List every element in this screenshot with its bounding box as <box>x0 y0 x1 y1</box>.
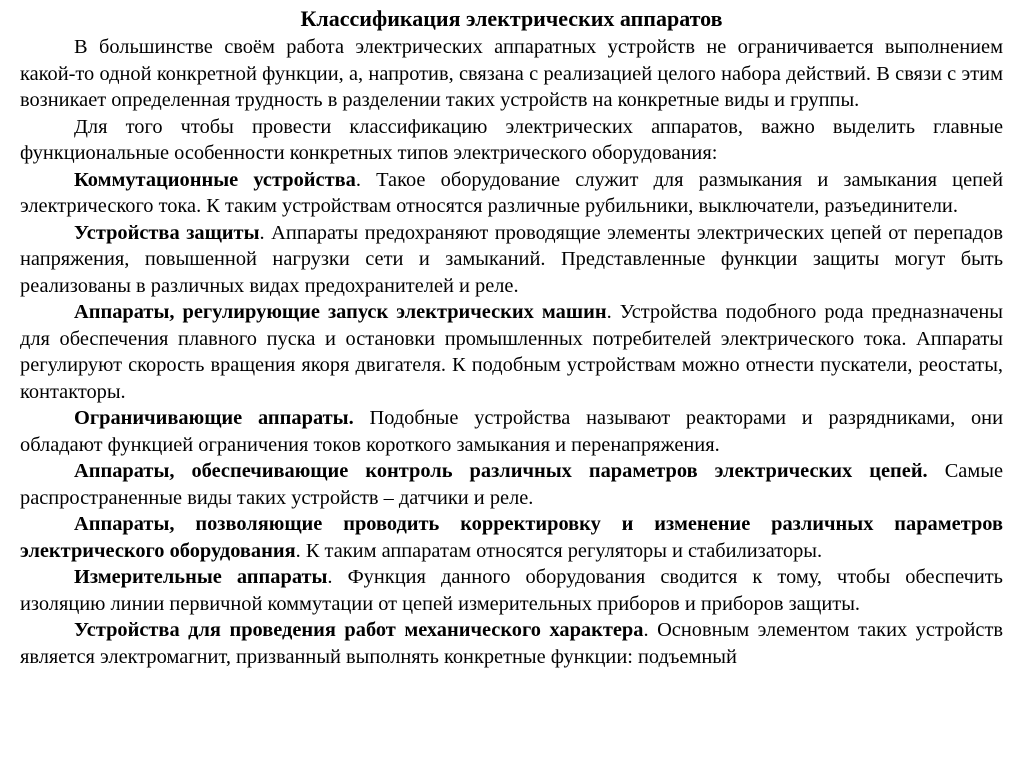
paragraph-heading: Измерительные аппараты <box>74 566 328 588</box>
paragraph-protection-devices <box>20 220 1003 300</box>
paragraph-intro <box>20 34 1003 114</box>
paragraph-heading: Коммутационные устройства <box>74 168 356 191</box>
paragraph-text: . Такое оборудование служит для размыкания и замыкания цепей электрического тока. К таким устройствам относятся различные рубильники, выключатели, разъединители. <box>20 168 1003 217</box>
paragraph-limiting-devices <box>20 405 1003 458</box>
paragraph-text: Для того чтобы провести классификацию электрических аппаратов, важно выделить главные функциональные особенности конкретных типов электрического оборудования: <box>20 115 1003 164</box>
paragraph-heading: Ограничивающие аппараты. <box>74 407 354 429</box>
paragraph-text: . Устройства подобного рода предназначены для обеспечения плавного пуска и остановки промышленных потребителей электрического тока. Аппараты регулируют скорость вращения якоря двигателя. К подобным устройствам можно отнести пускатели, реостаты, контакторы. <box>20 301 1003 403</box>
paragraph-control-devices <box>20 458 1003 511</box>
paragraph-text: Самые распространенные виды таких устройств – датчики и реле. <box>20 460 1004 509</box>
page-title: Классификация электрических аппаратов <box>300 6 723 31</box>
paragraph-mechanical-devices <box>20 617 1003 670</box>
paragraph-measuring-devices <box>20 564 1003 617</box>
paragraph-adjustment-devices <box>20 511 1003 564</box>
paragraph-heading: Аппараты, обеспечивающие контроль различных параметров электрических цепей. <box>74 460 928 482</box>
document-page <box>20 4 1003 670</box>
paragraph-switching-devices <box>20 167 1003 220</box>
paragraph-text: Подобные устройства называют реакторами и разрядниками, они обладают функцией ограничения токов короткого замыкания и перенапряжения. <box>20 407 1003 456</box>
paragraph-text: . К таким аппаратам относятся регуляторы и стабилизаторы. <box>295 539 823 562</box>
paragraph-heading: Устройства защиты <box>74 221 260 244</box>
paragraph-text: . Основным элементом таких устройств является электромагнит, призванный выполнять конкретные функции: подъемный <box>20 619 1003 668</box>
paragraph-text: В большинстве своём работа электрических аппаратных устройств не ограничивается выполнением какой-то одной конкретной функции, а, напротив, связана с реализацией целого набора действий. В связи с этим возникает определенная трудность в разделении таких устройств на конкретные виды и группы. <box>20 36 1003 111</box>
paragraph-classification <box>20 114 1003 167</box>
paragraph-text: . Функция данного оборудования сводится к тому, чтобы обеспечить изоляцию линии первичной коммутации от цепей измерительных приборов и приборов защиты. <box>20 566 1003 615</box>
paragraph-text: . Аппараты предохраняют проводящие элементы электрических цепей от перепадов напряжения, повышенной нагрузки сети и замыканий. Представленные функции защиты могут быть реализованы в различных видах предохранителей и реле. <box>20 221 1003 297</box>
paragraph-heading: Аппараты, регулирующие запуск электрических машин <box>74 301 607 323</box>
paragraph-heading: Устройства для проведения работ механического характера <box>74 619 644 641</box>
paragraph-motor-start-devices <box>20 299 1003 405</box>
paragraph-heading: Аппараты, позволяющие проводить корректировку и изменение различных параметров электрического оборудования <box>20 513 1003 562</box>
